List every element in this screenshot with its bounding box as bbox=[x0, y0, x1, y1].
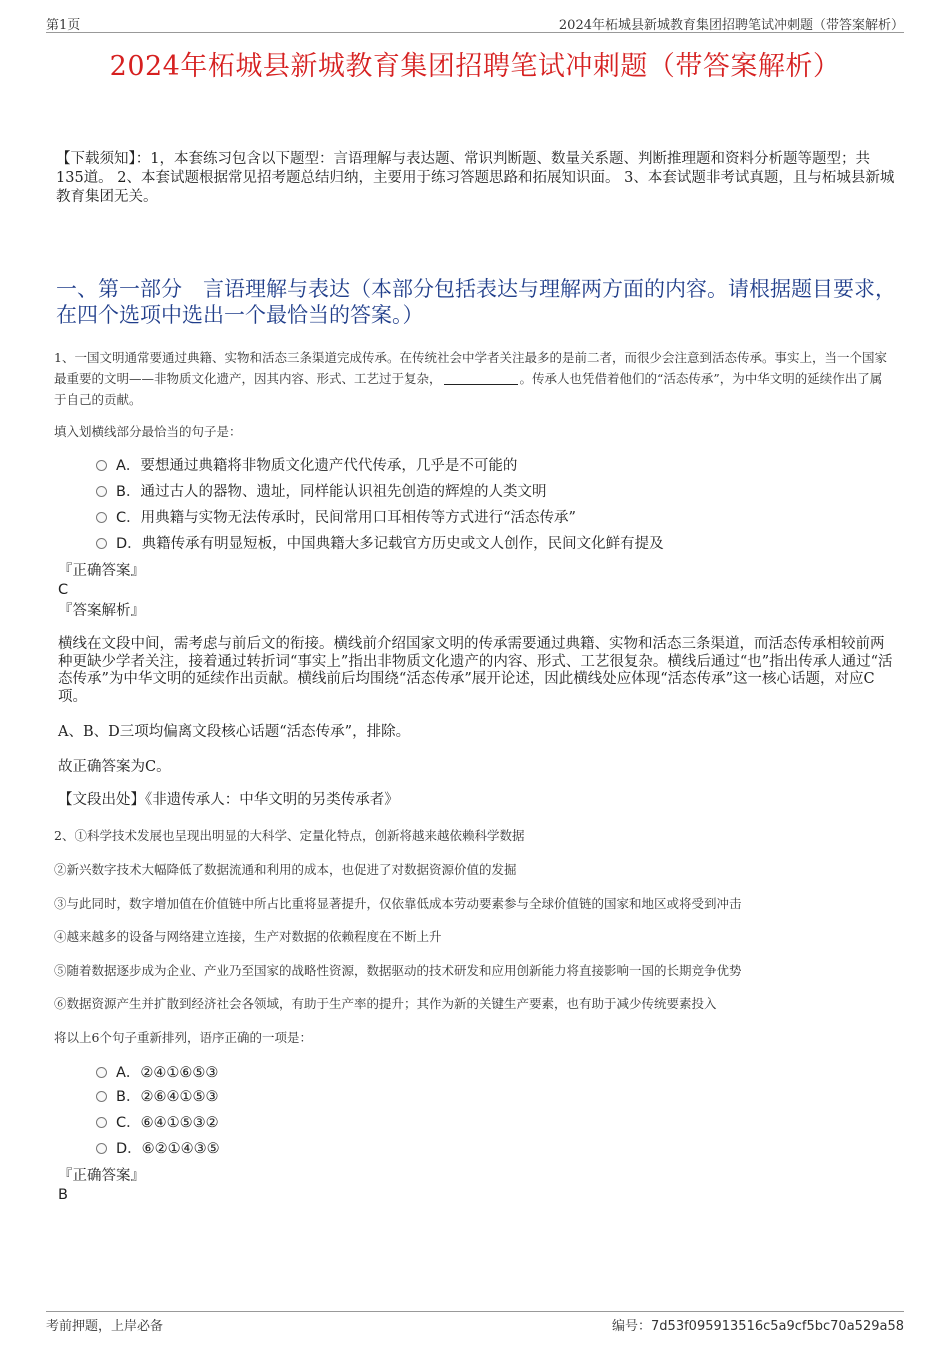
option-text: 要想通过典籍将非物质文化遗产代代传承，几乎是不可能的 bbox=[140, 458, 518, 474]
q2-prompt: 将以上6个句子重新排列，语序正确的一项是： bbox=[54, 1030, 312, 1045]
page-footer bbox=[46, 1311, 904, 1336]
option-label: A． bbox=[116, 458, 141, 474]
q1-analysis-heading: 『答案解析』 bbox=[58, 603, 145, 619]
fill-blank bbox=[444, 372, 518, 385]
q1-answer-heading: 『正确答案』 bbox=[58, 563, 145, 579]
option-label: A． bbox=[116, 1065, 141, 1081]
option-label: D． bbox=[116, 1141, 142, 1157]
q2-option-b[interactable] bbox=[96, 1086, 218, 1108]
page-title: 2024年柘城县新城教育集团招聘笔试冲刺题（带答案解析） bbox=[109, 51, 841, 82]
radio-icon[interactable] bbox=[96, 1117, 107, 1128]
q2-option-c[interactable] bbox=[96, 1112, 219, 1134]
download-notice: 【下载须知】：1，本套练习包含以下题型：言语理解与表达题、常识判断题、数量关系题、判断推理题和资料分析题等题型；共135道。 2、本套试题根据常见招考题总结归纳，主要用于练习答题思路和拓展知识面。 3、本套试题非考试真题，且与柘城县新城教育集团无关。 bbox=[56, 151, 895, 205]
option-label: B． bbox=[116, 1089, 141, 1105]
q1-analysis-p2: A、B、D三项均偏离文段核心话题“活态传承”，排除。 bbox=[58, 724, 411, 740]
radio-icon[interactable] bbox=[96, 512, 107, 523]
q2-sentence-4: ④越来越多的设备与网络建立连接，生产对数据的依赖程度在不断上升 bbox=[54, 929, 442, 944]
option-text: ⑥②①④③⑤ bbox=[141, 1141, 220, 1157]
option-text: 通过古人的器物、遗址，同样能认识祖先创造的辉煌的人类文明 bbox=[140, 484, 547, 500]
option-label: B． bbox=[116, 484, 141, 500]
q1-stem bbox=[54, 347, 894, 410]
q2-sentence-1: 2、①科学技术发展也呈现出明显的大科学、定量化特点，创新将越来越依赖科学数据 bbox=[54, 828, 525, 843]
option-label: C． bbox=[116, 510, 141, 526]
page-number: 第1页 bbox=[46, 18, 81, 33]
option-label: D． bbox=[116, 536, 142, 552]
radio-icon[interactable] bbox=[96, 538, 107, 549]
radio-icon[interactable] bbox=[96, 486, 107, 497]
q2-answer: B bbox=[58, 1187, 68, 1203]
q1-analysis-p1: 横线在文段中间，需考虑与前后文的衔接。横线前介绍国家文明的传承需要通过典籍、实物和活态三条渠道，而活态传承相较前两种更缺少学者关注，接着通过转折词“事实上”指出非物质文化遗产的内容、形式、工艺很复杂。横线后通过“也”指出传承人通过“活态传承”为中华文明的延续作出贡献。横线前后均围绕“活态传承”展开论述，因此横线处应体现“活态传承”这一核心话题，对应C项。 bbox=[58, 636, 893, 705]
q2-option-d[interactable] bbox=[96, 1138, 220, 1160]
footer-code bbox=[612, 1315, 904, 1334]
footer-code-label: 编号： bbox=[612, 1319, 652, 1334]
q2-sentence-6: ⑥数据资源产生并扩散到经济社会各领域，有助于生产率的提升；其作为新的关键生产要素，也有助于减少传统要素投入 bbox=[54, 996, 717, 1011]
q1-stem-part-b: 。传承人也凭借着他们的“活态传承”，为中华文明的延续作出了属于自己的贡献。 bbox=[54, 371, 883, 407]
q2-answer-heading: 『正确答案』 bbox=[58, 1168, 145, 1184]
q1-analysis-p3: 故正确答案为C。 bbox=[58, 759, 171, 775]
option-text: ⑥④①⑤③② bbox=[140, 1115, 219, 1131]
q1-option-a[interactable] bbox=[96, 455, 517, 477]
q2-sentence-3: ③与此同时，数字增加值在价值链中所占比重将显著提升，仅依靠低成本劳动要素参与全球价值链的国家和地区或将受到冲击 bbox=[54, 896, 742, 911]
footer-code-value: 7d53f095913516c5a9cf5bc70a529a58 bbox=[651, 1319, 904, 1334]
q1-option-c[interactable] bbox=[96, 507, 576, 529]
radio-icon[interactable] bbox=[96, 460, 107, 471]
q1-option-b[interactable] bbox=[96, 481, 546, 503]
footer-slogan: 考前押题，上岸必备 bbox=[46, 1319, 164, 1334]
q1-source: 【文段出处】《非遗传承人：中华文明的另类传承者》 bbox=[58, 792, 399, 808]
q1-option-d[interactable] bbox=[96, 533, 664, 555]
q2-option-a[interactable] bbox=[96, 1062, 218, 1084]
q2-sentence-5: ⑤随着数据逐步成为企业、产业乃至国家的战略性资源，数据驱动的技术研发和应用创新能力将直接影响一国的长期竞争优势 bbox=[54, 963, 742, 978]
q1-stem-part-a: 1、一国文明通常要通过典籍、实物和活态三条渠道完成传承。在传统社会中学者关注最多的是前二者，而很少会注意到活态传承。事实上，当一个国家最重要的文明——非物质文化遗产，因其内容、形式、工艺过于复杂， bbox=[54, 350, 887, 386]
option-text: ②④①⑥⑤③ bbox=[140, 1065, 219, 1081]
section-heading: 一、第一部分 言语理解与表达（本部分包括表达与理解两方面的内容。请根据题目要求，在四个选项中选出一个最恰当的答案。） bbox=[56, 277, 896, 327]
option-text: 用典籍与实物无法传承时，民间常用口耳相传等方式进行“活态传承” bbox=[140, 510, 576, 526]
option-text: 典籍传承有明显短板，中国典籍大多记载官方历史或文人创作，民间文化鲜有提及 bbox=[141, 536, 664, 552]
q1-answer: C bbox=[58, 582, 69, 598]
option-label: C． bbox=[116, 1115, 141, 1131]
q1-prompt: 填入划横线部分最恰当的句子是： bbox=[54, 424, 242, 439]
option-text: ②⑥④①⑤③ bbox=[140, 1089, 219, 1105]
q2-sentence-2: ②新兴数字技术大幅降低了数据流通和利用的成本，也促进了对数据资源价值的发掘 bbox=[54, 862, 517, 877]
radio-icon[interactable] bbox=[96, 1067, 107, 1078]
radio-icon[interactable] bbox=[96, 1143, 107, 1154]
radio-icon[interactable] bbox=[96, 1091, 107, 1102]
header-doc-title: 2024年柘城县新城教育集团招聘笔试冲刺题（带答案解析） bbox=[558, 18, 904, 33]
page-header bbox=[46, 12, 904, 33]
